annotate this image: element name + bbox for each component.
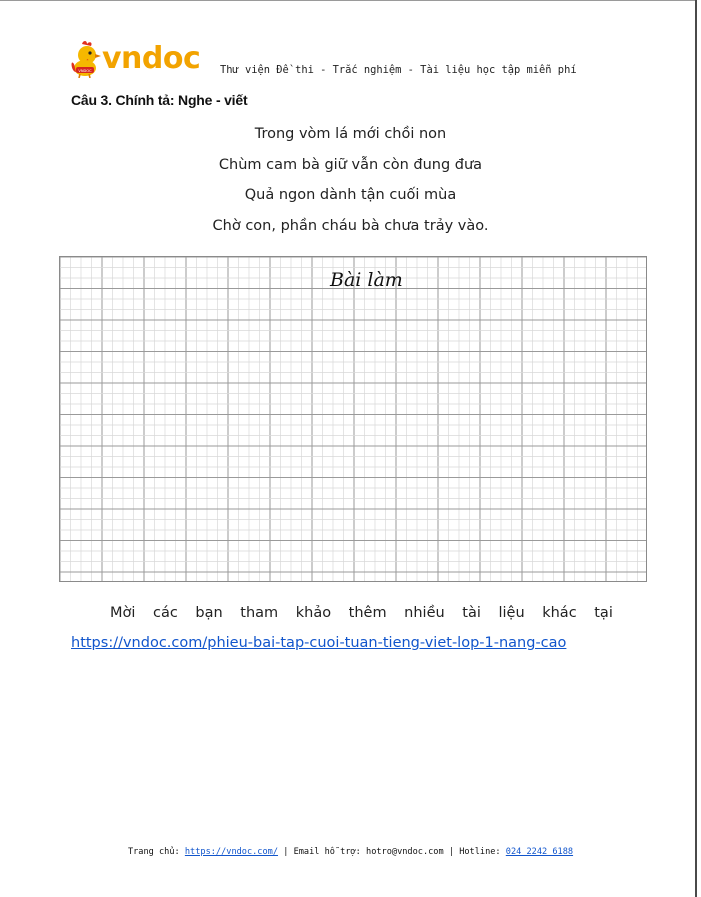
more-docs-word: khác (542, 605, 577, 621)
poem-line-2: Chùm cam bà giữ vẫn còn đung đưa (218, 157, 483, 173)
svg-text:VNDOC: VNDOC (78, 69, 92, 73)
footer-home-label: Trang chủ: (127, 847, 180, 857)
footer (0, 847, 701, 857)
footer-hotline[interactable]: 024 2242 6188 (505, 847, 574, 857)
more-docs-text (110, 605, 613, 621)
footer-separator: | (283, 847, 289, 857)
more-docs-word: thêm (348, 605, 387, 621)
more-docs-word: khảo (295, 605, 332, 621)
more-docs-word: tham (240, 605, 279, 621)
more-docs-word: bạn (195, 605, 223, 621)
footer-home-link[interactable]: https://vndoc.com/ (184, 847, 279, 857)
poem-line-3: Quả ngon dành tận cuối mùa (244, 187, 457, 203)
more-docs-word: tài (462, 605, 481, 621)
more-docs-word: nhiều (404, 605, 445, 621)
grid-lines (60, 257, 646, 581)
rooster-mascot-icon (70, 40, 104, 78)
more-docs-word: tại (594, 605, 613, 621)
header-tagline: Thư viện Đề thi - Trắc nghiệm - Tài liệu học tập miễn phí (220, 64, 577, 76)
page-border-top (0, 0, 697, 1)
worksheet-title: Bài làm (330, 269, 403, 291)
footer-email-label: Email hỗ trợ: (293, 847, 361, 857)
more-docs-word: Mời (110, 605, 136, 621)
more-docs-word: liệu (498, 605, 525, 621)
poem-line-1: Trong vòm lá mới chồi non (254, 126, 447, 142)
poem-line-4: Chờ con, phần cháu bà chưa trảy vào. (212, 218, 489, 234)
footer-hotline-label: Hotline: (459, 847, 501, 857)
more-docs-word: các (153, 605, 178, 621)
footer-email[interactable]: hotro@vndoc.com (366, 847, 444, 857)
vndoc-logo[interactable] (70, 40, 205, 80)
more-docs-link[interactable]: https://vndoc.com/phieu-bai-tap-cuoi-tuan-tieng-viet-lop-1-nang-cao (71, 635, 567, 651)
footer-separator: | (448, 847, 455, 857)
logo-wordmark: vndoc (102, 41, 201, 76)
handwriting-grid[interactable] (59, 256, 647, 582)
question-title: Câu 3. Chính tả: Nghe - viết (71, 92, 248, 108)
